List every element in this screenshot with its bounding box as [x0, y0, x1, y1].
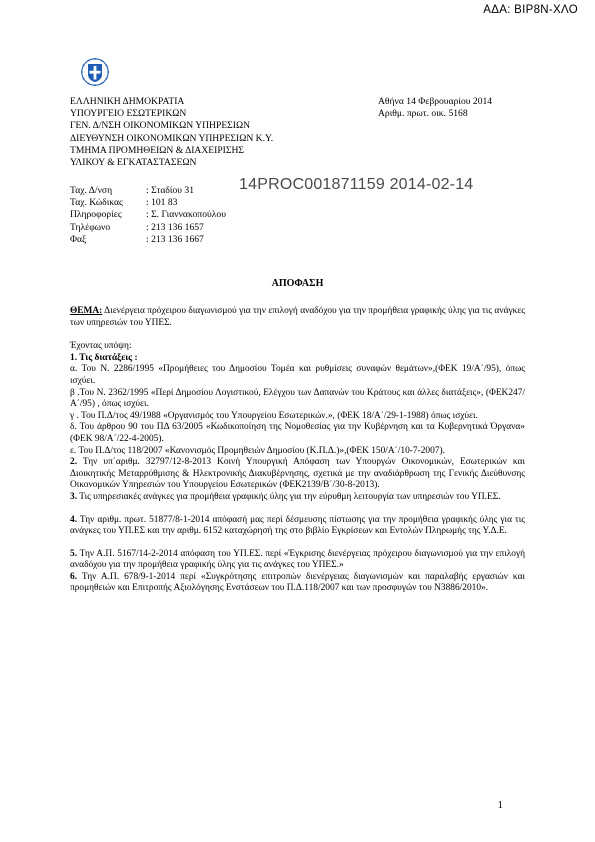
item-text: Την αριθμ. πρωτ. 51877/8-1-2014 απόφασή μας περί δέσμευσης πίστωσης για την προμήθεια γραφικής ύλης για τις ανάγκες του ΥΠ.ΕΣ και την αριθμ. 6152 καταχώρησή της στο βιβλίο Εγκρίσεων και Εντολών Πληρωμής της Υ.Δ.Ε. [70, 514, 525, 537]
protocol-number: Αριθμ. πρωτ. οικ. 5168 [378, 108, 468, 120]
issuer-line: ΤΜΗΜΑ ΠΡΟΜΗΘΕΙΩΝ & ΔΙΑΧΕΙΡΙΣΗΣ [70, 144, 244, 156]
contact-value: : 213 136 1667 [146, 233, 204, 245]
subject-text: Διενέργεια πρόχειρου διαγωνισμού για την επιλογή αναδόχου για την προμήθεια γραφικής ύλης για τις ανάγκες των υπηρεσιών του ΥΠΕΣ. [70, 306, 525, 328]
contact-value: : 213 136 1657 [146, 221, 204, 233]
item-1-b: β .Του Ν. 2362/1995 «Περί Δημοσίου Λογιστικού, Ελέγχου των Δαπανών του Κράτους και άλλες διατάξεις», (ΦΕΚ247/Α΄/95) , όπως ισχύει. [70, 387, 525, 410]
ada-code: ΑΔΑ: ΒΙΡ8Ν-ΧΛΟ [483, 4, 578, 16]
issuer-line: ΥΛΙΚΟΥ & ΕΓΚΑΤΑΣΤΑΣΕΩΝ [70, 157, 197, 169]
contact-row [70, 234, 226, 246]
item-3 [70, 492, 525, 504]
item-1-d: δ. Του άρθρου 90 του ΠΔ 63/2005 «Κωδικοποίηση της Νομοθεσίας για την Κυβέρνηση και τα Κυβερνητικά Όργανα» (ΦΕΚ 98/Α΄/22-4-2005). [70, 422, 525, 444]
contact-label: Φαξ [70, 233, 87, 245]
item-number: 5. [70, 548, 78, 559]
item-1-a: α. Του Ν. 2286/1995 «Προμήθειες του Δημοσίου Τομέα και ρυθμίσεις συναφών θεμάτων»,(ΦΕΚ 19/Α΄/95), όπως ισχύει. [70, 364, 525, 386]
contact-label: Πληροφορίες [70, 209, 122, 221]
item-number: 6. [70, 571, 78, 582]
contact-value: : 101 83 [146, 197, 178, 209]
page-number: 1 [497, 799, 503, 811]
issuer-line: ΔΙΕΥΘΥΝΣΗ ΟΙΚΟΝΟΜΙΚΩΝ ΥΠΗΡΕΣΙΩΝ Κ.Υ. [70, 132, 274, 144]
contact-label: Τηλέφωνο [70, 221, 111, 233]
contact-row [70, 209, 226, 221]
item-number: 2. [70, 457, 78, 468]
item-number: 4. [70, 514, 78, 525]
greek-state-emblem-icon [80, 57, 110, 87]
item-4 [70, 515, 525, 538]
contact-value: : Σταδίου 31 [146, 185, 194, 196]
having-considered: Έχοντας υπόψη: [70, 341, 132, 352]
item-text: Την Α.Π. 678/9-1-2014 περί «Συγκρότησης επιτροπών διενέργειας διαγωνισμών και παραλαβής εργασιών και προμηθειών και Επιτροπής Αξιολόγησης Ενστάσεων του Π.Δ.118/2007 και των προσφυγών του Ν3886/2010». [70, 571, 525, 594]
issuer-line: ΥΠΟΥΡΓΕΙΟ ΕΣΩΤΕΡΙΚΩΝ [70, 108, 187, 120]
contact-value: : Σ. Γιαννακοπούλου [146, 209, 226, 221]
subject-label: ΘΕΜΑ: [70, 306, 103, 316]
contact-row [70, 197, 226, 209]
item-6 [70, 572, 525, 595]
protocol-stamp: 14PROC001871159 2014-02-14 [239, 176, 474, 193]
item-1-title: 1. Τις διατάξεις : [70, 352, 138, 363]
item-text: Τις υπηρεσιακές ανάγκες για προμήθεια γραφικής ύλης για την εύρυθμη λειτουργία των υπηρεσιών του ΥΠ.ΕΣ. [77, 491, 501, 502]
contact-label: Ταχ. Κώδικας [70, 197, 123, 209]
issuer-line: ΓΕΝ. Δ/ΝΣΗ ΟΙΚΟΝΟΜΙΚΩΝ ΥΠΗΡΕΣΙΩΝ [70, 120, 251, 132]
date-block [378, 96, 492, 120]
item-1-c: γ . Του Π.Δ/τος 49/1988 «Οργανισμός του Υπουργείου Εσωτερικών.», (ΦΕΚ 18/Α΄/29-1-1988) όπως ισχύει. [70, 410, 478, 421]
subject-paragraph [70, 306, 525, 329]
date-line: Αθήνα 14 Φεβρουαρίου 2014 [378, 96, 493, 107]
decision-title: ΑΠΟΦΑΣΗ [271, 278, 324, 289]
item-1-e: ε. Του Π.Δ/τος 118/2007 «Κανονισμός Προμηθειών Δημοσίου (Κ.Π.Δ.)»,(ΦΕΚ 150/Α΄/10-7-2007). [70, 445, 445, 456]
issuer-block [70, 96, 273, 169]
item-2 [70, 457, 525, 492]
item-5 [70, 549, 525, 572]
item-text: Την υπ΄αριθμ. 32797/12-8-2013 Κοινή Υπουργική Απόφαση των Υπουργών Οικονομικών, Εσωτερικών και Διοικητικής Μεταρρύθμισης & Ηλεκτρονικής Διακυβέρνησης, σχετικά με την αναδιάρθρωση της Γενικής Διεύθυνσης Οικονομικών Υπηρεσιών του Υπουργείου Εσωτερικών (ΦΕΚ2139/Β΄/30-8-2013). [70, 457, 525, 491]
contact-block [70, 185, 226, 246]
contact-row [70, 185, 226, 197]
item-number: 3. [70, 491, 78, 502]
contact-label: Ταχ. Δ/νση [70, 185, 113, 196]
contact-row [70, 222, 226, 234]
issuer-line: ΕΛΛΗΝΙΚΗ ΔΗΜΟΚΡΑΤΙΑ [70, 96, 185, 107]
document-body [70, 306, 525, 595]
item-text: Την Α.Π. 5167/14-2-2014 απόφαση του ΥΠ.ΕΣ. περί «Έγκρισης διενέργειας πρόχειρου διαγωνισμού για την επιλογή αναδόχου για την προμήθεια γραφικής ύλης για τις ανάγκες του ΥΠΕΣ.» [70, 548, 525, 571]
